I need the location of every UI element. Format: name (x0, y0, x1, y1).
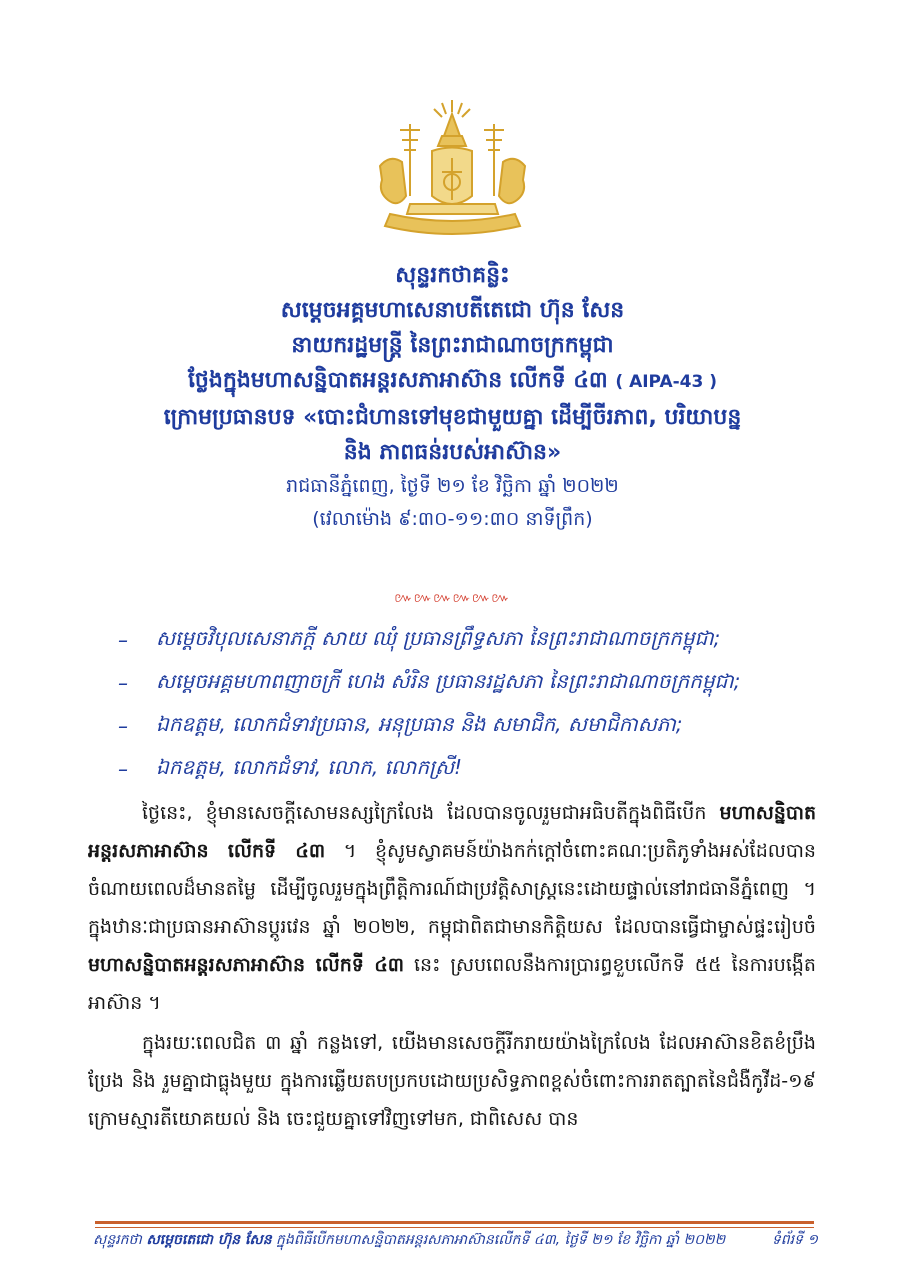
header-line-theme: ក្រោមប្រធានបទ «បោះជំហានទៅមុខជាមួយគ្នា ដើម្បីចីរភាព, បរិយាបន្ន (163, 405, 742, 430)
paragraph-2 (88, 1024, 816, 1138)
paragraph-1 (88, 794, 816, 1022)
header-event-km: ថ្លែងក្នុងមហាសន្និបាតអន្តរសភាអាស៊ាន លើកទី ៤៣ (187, 368, 608, 393)
salutation-item (118, 704, 858, 747)
speech-body (88, 794, 816, 1140)
para1-text-a: ថ្ងៃនេះ, ខ្ញុំមានសេចក្តីសោមនស្សក្រៃលែង ដែលបានចូលរួមជាអធិបតីក្នុងពិធីបើក (142, 802, 720, 824)
salutation-list (118, 618, 858, 790)
salutation-dash: – (118, 713, 128, 738)
page-footer (93, 1230, 818, 1251)
header-line-theme-cont: និង ភាពធន់របស់អាស៊ាន» (343, 440, 562, 465)
footer-caption (93, 1230, 725, 1251)
speech-title-block (40, 258, 865, 536)
salutation-dash: – (118, 756, 128, 781)
footer-event: ក្នុងពិធីបើកមហាសន្និបាតអន្តរសភាអាស៊ានលើកទី ៤៣, ថ្ងៃទី ២១ ខែ វិច្ឆិកា ឆ្នាំ ២០២២ (271, 1232, 726, 1248)
header-time: (វេលាម៉ោង ៩:៣០-១១:៣០ នាទីព្រឹក) (312, 508, 593, 530)
salutation-text: សម្តេចវិបុលសេនាភក្តី សាយ ឈុំ ប្រធានព្រឹទ្ធសភា នៃព្រះរាជាណាចក្រកម្ពុជា; (156, 625, 721, 650)
para1-bold-event: មហាសន្និបាតអន្តរសភាអាស៊ាន លើកទី ៤៣ (88, 802, 816, 862)
salutation-item (118, 618, 858, 661)
para2-text: ក្នុងរយៈពេលជិត ៣ ឆ្នាំ កន្លងទៅ, យើងមានសេចក្តីរីករាយយ៉ាងក្រៃលែង ដែលអាស៊ានខិតខំប្រឹងប្រែង និង រួមគ្នាជាធ្លុងមួយ ក្នុងការឆ្លើយតបប្រកបដោយប្រសិទ្ធភាពខ្ពស់ចំពោះការរាតត្បាតនៃជំងឺកូវីដ-១៩ ក្រោមស្មារតីយោគយល់ និង ចេះជួយគ្នាទៅវិញទៅមក, ជាពិសេស បាន (88, 1032, 816, 1130)
royal-arms-of-cambodia-icon (370, 96, 535, 246)
salutation-text: សម្តេចអគ្គមហាពញាចក្រី ហេង សំរិន ប្រធានរដ្ឋសភា នៃព្រះរាជាណាចក្រកម្ពុជា; (156, 668, 741, 693)
para1-text-e: នេះ ស្របពេលនឹងការប្រារព្ធខួបលើកទី ៥៥ នៃការបង្កើតអាស៊ាន ។ (88, 954, 816, 1014)
salutation-dash: – (118, 627, 128, 652)
header-event-code: ( AIPA-43 ) (615, 372, 718, 392)
salutation-text: ឯកឧត្តម, លោកជំទាវប្រធាន, អនុប្រធាន និង សមាជិក, សមាជិកាសភា; (156, 711, 683, 736)
header-place-date: រាជធានីភ្នំពេញ, ថ្ងៃទី ២១ ខែ វិច្ឆិកា ឆ្នាំ ២០២២ (286, 475, 619, 497)
header-line-speaker: សម្តេចអគ្គមហាសេនាបតីតេជោ ហ៊ុន សែន (280, 298, 625, 323)
ornament-divider: ៚៚៚៚៚៚ (394, 591, 511, 606)
footer-page-number: ទំព័រទី ១ (771, 1232, 818, 1248)
header-line-position: នាយករដ្ឋមន្ត្រី នៃព្រះរាជាណាចក្រកម្ពុជា (291, 333, 614, 358)
header-line-speech: សុន្ទរកថាគន្លិះ (395, 263, 510, 288)
salutation-item (118, 661, 858, 704)
header-line-event (40, 363, 865, 400)
para1-text-c: ។ ខ្ញុំសូមស្វាគមន៍យ៉ាងកក់ក្តៅចំពោះគណៈប្រតិភូទាំងអស់ដែលបានចំណាយពេលដ៏មានតម្លៃ ដើម្បីចូលរួមក្នុងព្រឹត្តិការណ៍ជាប្រវត្តិសាស្ត្រនេះដោយផ្ទាល់នៅរាជធានីភ្នំពេញ ។ ក្នុងឋានៈជាប្រធានអាស៊ានប្តូរវេន ឆ្នាំ ២០២២, កម្ពុជាពិតជាមានកិត្តិយស ដែលបានធ្វើជាម្ចាស់ផ្ទះរៀបចំ (88, 840, 816, 938)
footer-rule (95, 1221, 814, 1228)
salutation-text: ឯកឧត្តម, លោកជំទាវ, លោក, លោកស្រី! (156, 754, 463, 779)
footer-prefix: សុន្ទរកថា (93, 1232, 147, 1248)
salutation-dash: – (118, 670, 128, 695)
para1-bold-event-2: មហាសន្និបាតអន្តរសភាអាស៊ាន លើកទី ៤៣ (88, 954, 405, 976)
footer-speaker: សម្តេចតេជោ ហ៊ុន សែន (146, 1232, 272, 1248)
salutation-item (118, 747, 858, 790)
